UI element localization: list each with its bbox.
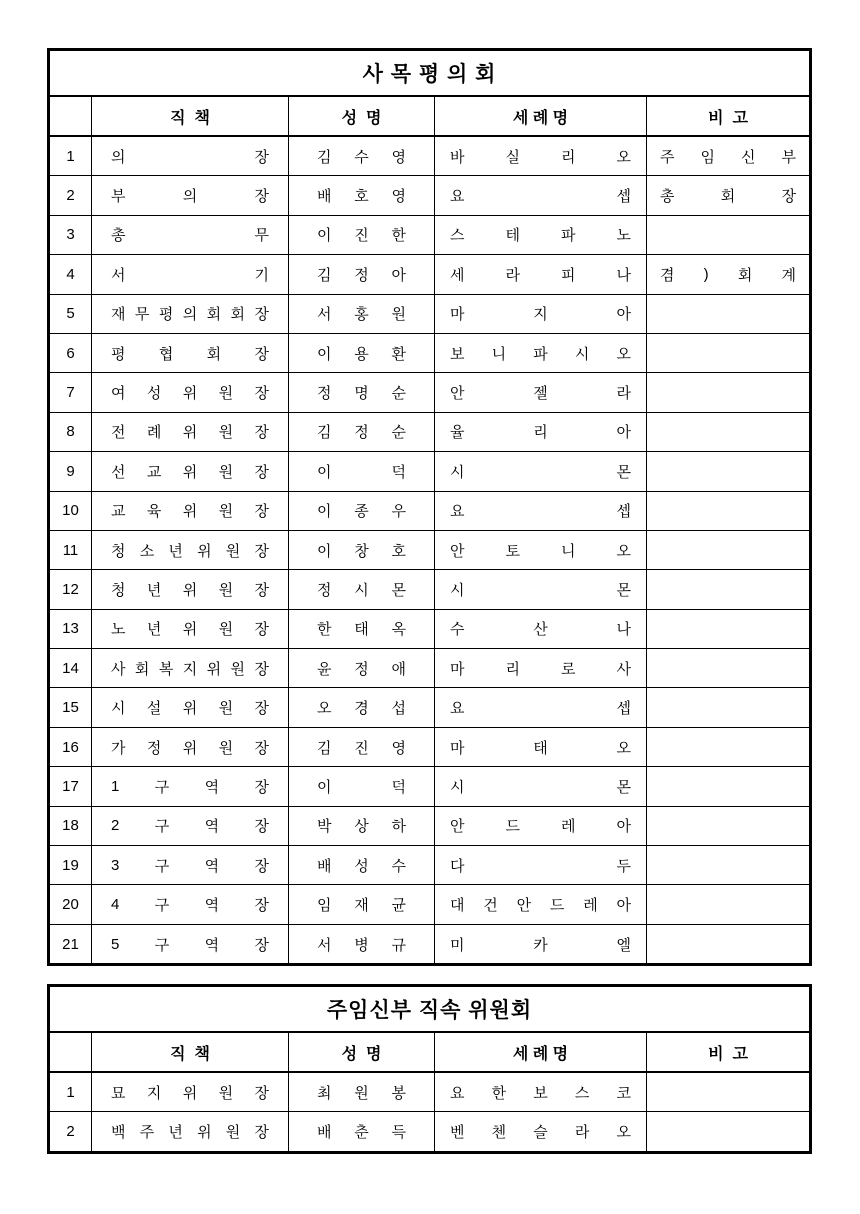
remark-cell [647,1073,809,1111]
pastoral-council-body [50,137,809,963]
pastor-direct-committee-body [50,1073,809,1151]
remark-cell [647,531,809,569]
baptismal-name-cell: 대 건 안 드 레 아 [435,885,647,923]
row-number-cell: 13 [50,610,92,648]
name-cell: 이 종 우 [289,492,435,530]
baptismal-name-cell: 요 셉 [435,492,647,530]
name-cell: 최 원 봉 [289,1073,435,1111]
pastor-direct-committee-header [50,1033,809,1073]
row-number-cell: 1 [50,137,92,175]
remark-cell [647,334,809,372]
header-name-cell: 성 명 [289,1033,435,1071]
pastor-direct-committee-table [47,984,812,1154]
remark-cell [647,570,809,608]
position-cell: 노 년 위 원 장 [92,610,289,648]
baptismal-name-cell: 요 셉 [435,176,647,214]
table-row [50,609,809,648]
pastoral-council-table [47,48,812,966]
name-cell: 이 용 환 [289,334,435,372]
position-cell: 3 구 역 장 [92,846,289,884]
name-cell: 정 시 몬 [289,570,435,608]
header-remark-cell: 비 고 [708,109,748,127]
remark-cell [647,925,809,963]
name-cell: 이 진 한 [289,216,435,254]
name-cell: 한 태 옥 [289,610,435,648]
table-row [50,648,809,687]
position-cell: 시 설 위 원 장 [92,688,289,726]
row-number-cell: 17 [50,767,92,805]
name-cell: 김 진 영 [289,728,435,766]
pastor-direct-committee-title: 주임신부 직속 위원회 [50,987,809,1033]
baptismal-name-cell: 보 니 파 시 오 [435,334,647,372]
position-cell: 서 기 [92,255,289,293]
position-cell: 2 구 역 장 [92,807,289,845]
remark-cell [647,413,809,451]
header-name-cell: 성 명 [289,97,435,135]
remark-cell: 총 회 장 [660,188,796,206]
position-cell: 부 의 장 [92,176,289,214]
row-number-cell: 1 [50,1073,92,1111]
baptismal-name-cell: 마 리 로 사 [435,649,647,687]
table-row [50,727,809,766]
remark-cell [647,885,809,923]
position-cell: 1 구 역 장 [92,767,289,805]
table-row [50,137,809,175]
baptismal-name-cell: 안 토 니 오 [435,531,647,569]
position-cell: 전 례 위 원 장 [92,413,289,451]
remark-cell [647,688,809,726]
row-number-cell: 16 [50,728,92,766]
position-cell: 청 년 위 원 장 [92,570,289,608]
row-number-cell: 9 [50,452,92,490]
position-cell: 총 무 [92,216,289,254]
row-number-cell: 7 [50,373,92,411]
position-cell: 의 장 [92,137,289,175]
header-position-cell: 직 책 [92,97,289,135]
row-number-cell: 21 [50,925,92,963]
row-number-cell: 15 [50,688,92,726]
row-number-cell: 4 [50,255,92,293]
remark-cell [647,846,809,884]
name-cell: 박 상 하 [289,807,435,845]
header-no-cell [50,1033,92,1071]
table-row [50,412,809,451]
table-row [50,924,809,963]
table-row [50,530,809,569]
header-remark-cell: 비 고 [708,1045,748,1063]
remark-cell [647,728,809,766]
name-cell: 이 덕 [289,452,435,490]
baptismal-name-cell: 요 셉 [435,688,647,726]
baptismal-name-cell: 율 리 아 [435,413,647,451]
position-cell: 평 협 회 장 [92,334,289,372]
pastoral-council-header [50,97,809,137]
name-cell: 윤 정 애 [289,649,435,687]
row-number-cell: 6 [50,334,92,372]
baptismal-name-cell: 시 몬 [435,767,647,805]
remark-cell [647,492,809,530]
position-cell: 재 무 평 의 회 회 장 [92,295,289,333]
position-cell: 여 성 위 원 장 [92,373,289,411]
table-row [50,175,809,214]
table-row [50,491,809,530]
baptismal-name-cell: 수 산 나 [435,610,647,648]
remark-cell [647,452,809,490]
remark-cell [647,216,809,254]
position-cell: 청 소 년 위 원 장 [92,531,289,569]
table-row [50,687,809,726]
baptismal-name-cell: 안 젤 라 [435,373,647,411]
name-cell: 배 춘 득 [289,1112,435,1150]
table-row [50,1073,809,1111]
baptismal-name-cell: 시 몬 [435,570,647,608]
remark-cell [647,610,809,648]
row-number-cell: 11 [50,531,92,569]
remark-cell: 주 임 신 부 [660,148,796,166]
header-no-cell [50,97,92,135]
position-cell: 사 회 복 지 위 원 장 [92,649,289,687]
name-cell: 김 정 아 [289,255,435,293]
name-cell: 서 병 규 [289,925,435,963]
name-cell: 정 명 순 [289,373,435,411]
row-number-cell: 12 [50,570,92,608]
remark-cell [647,1112,809,1150]
position-cell: 4 구 역 장 [92,885,289,923]
baptismal-name-cell: 시 몬 [435,452,647,490]
position-cell: 교 육 위 원 장 [92,492,289,530]
baptismal-name-cell: 세 라 피 나 [435,255,647,293]
remark-cell [647,373,809,411]
baptismal-name-cell: 바 실 리 오 [435,137,647,175]
baptismal-name-cell: 요 한 보 스 코 [435,1073,647,1111]
row-number-cell: 2 [50,1112,92,1150]
remark-cell [647,767,809,805]
header-position-cell: 직 책 [92,1033,289,1071]
name-cell: 김 수 영 [289,137,435,175]
name-cell: 오 경 섭 [289,688,435,726]
position-cell: 백 주 년 위 원 장 [92,1112,289,1150]
table-row [50,372,809,411]
table-row [50,254,809,293]
row-number-cell: 10 [50,492,92,530]
table-row [50,884,809,923]
row-number-cell: 3 [50,216,92,254]
name-cell: 이 덕 [289,767,435,805]
baptismal-name-cell: 미 카 엘 [435,925,647,963]
row-number-cell: 18 [50,807,92,845]
row-number-cell: 8 [50,413,92,451]
position-cell: 선 교 위 원 장 [92,452,289,490]
header-baptismal-cell: 세 례 명 [435,97,647,135]
row-number-cell: 14 [50,649,92,687]
position-cell: 5 구 역 장 [92,925,289,963]
baptismal-name-cell: 벤 첸 슬 라 오 [435,1112,647,1150]
row-number-cell: 5 [50,295,92,333]
table-row [50,294,809,333]
row-number-cell: 20 [50,885,92,923]
table-row [50,845,809,884]
header-baptismal-cell: 세 례 명 [435,1033,647,1071]
remark-cell [647,807,809,845]
name-cell: 배 성 수 [289,846,435,884]
table-row [50,333,809,372]
baptismal-name-cell: 다 두 [435,846,647,884]
remark-cell [647,295,809,333]
baptismal-name-cell: 마 지 아 [435,295,647,333]
remark-cell: 겸 ) 회 계 [660,265,796,284]
baptismal-name-cell: 마 태 오 [435,728,647,766]
table-row [50,1111,809,1150]
position-cell: 묘 지 위 원 장 [92,1073,289,1111]
table-row [50,806,809,845]
row-number-cell: 19 [50,846,92,884]
row-number-cell: 2 [50,176,92,214]
name-cell: 김 정 순 [289,413,435,451]
name-cell: 배 호 영 [289,176,435,214]
name-cell: 임 재 균 [289,885,435,923]
position-cell: 가 정 위 원 장 [92,728,289,766]
baptismal-name-cell: 안 드 레 아 [435,807,647,845]
table-row [50,451,809,490]
remark-cell [647,649,809,687]
table-row [50,569,809,608]
baptismal-name-cell: 스 테 파 노 [435,216,647,254]
pastoral-council-title: 사 목 평 의 회 [50,51,809,97]
table-row [50,215,809,254]
table-row [50,766,809,805]
name-cell: 서 홍 원 [289,295,435,333]
name-cell: 이 창 호 [289,531,435,569]
